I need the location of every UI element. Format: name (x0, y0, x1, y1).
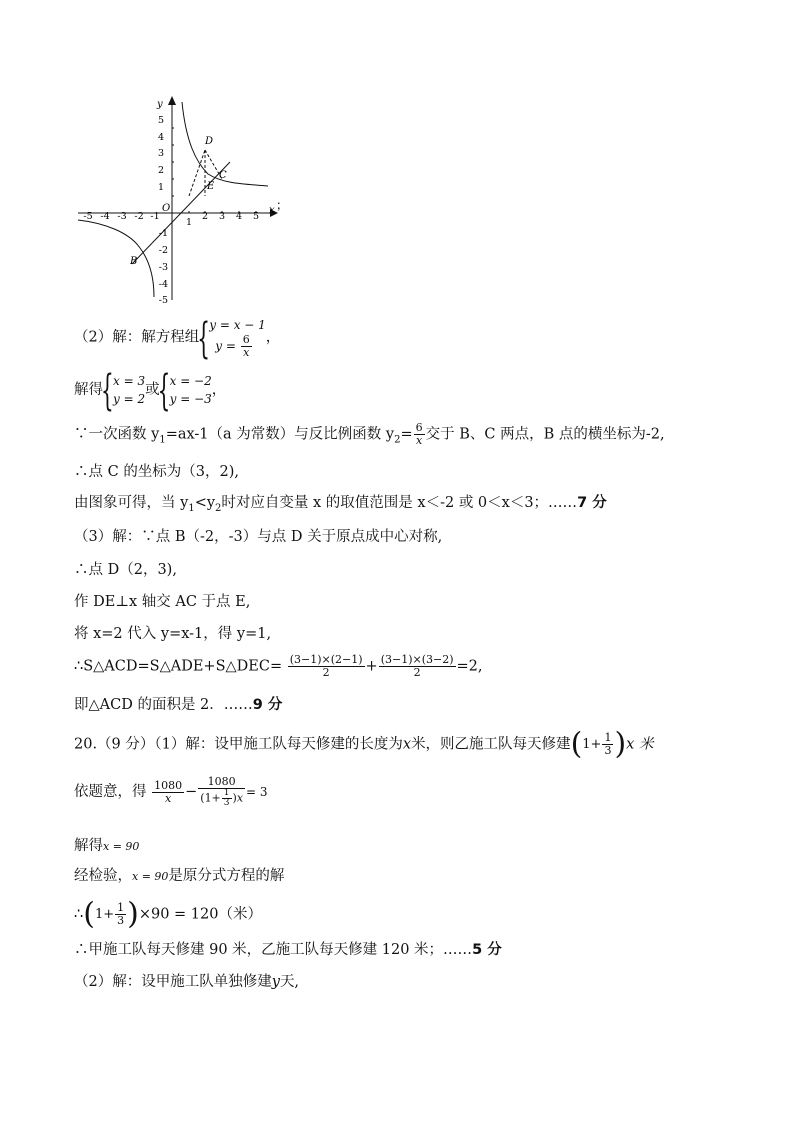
or-text: 或 (145, 382, 160, 398)
origin-label: O (162, 203, 171, 214)
part2-system-line: （2）解：解方程组 { y = x − 1 y = $\frac{6}{x}$ ， (74, 316, 280, 359)
x-tick: 3 (218, 211, 226, 222)
x-tick: 5 (252, 211, 260, 222)
solution-1: { x = 3 y = 2 (103, 372, 145, 408)
point-c-line: ∴点 C 的坐标为（3，2), (74, 464, 240, 480)
score-5: 5 分 (472, 942, 502, 958)
point-label-b: B (130, 256, 138, 267)
tick-marks (172, 128, 256, 213)
y-tick: -4 (158, 279, 168, 290)
point-label-e: E (207, 181, 215, 192)
solve-label: 解得 (74, 382, 103, 398)
part2-solution-line: 解得 { x = 3 y = 2 或 { x = −2 y = −3 ， (74, 372, 226, 408)
y-tick: -3 (158, 262, 168, 273)
area-equation-line: ∴S△ACD=S△ADE+S△DEC= $\frac{(3-1)\times(2-1)}{2}$ + $\frac{(3-1)\times(3-2)}{2}$ =2, (74, 653, 483, 679)
range-line: 由图象可得，当 $y_1<y_2$时对应自变量 x 的取值范围是 x＜-2 或 0＜x＜3；……7 分 (74, 495, 607, 514)
y-tick: -5 (158, 295, 168, 306)
x-tick-labels (83, 211, 259, 228)
x-tick: -4 (100, 211, 110, 222)
q20-equation-line: 依题意，得 $\frac{1080}{x}$ − 1080 (1+ $\frac{1}{3}$ )x = 3 (74, 775, 268, 808)
x-tick: 2 (201, 211, 209, 222)
q20-header-line: 20.（9 分）（1）解：设甲施工队每天修建的长度为x米，则乙施工队每天修建(1+ $\frac{1}{3}$ )x 米 (74, 726, 654, 762)
y-tick: 4 (157, 132, 164, 143)
x-tick: 1 (185, 217, 193, 228)
x-tick: -1 (150, 211, 160, 222)
q20-calc-line: ∴(1+ $\frac{1}{3}$ )×90 = 120（米） (74, 896, 262, 932)
axis-label-x: x (269, 205, 275, 216)
system-eq1: { y = x − 1 (209, 318, 266, 332)
part3-line-1: （3）解：∵点 B（-2，-3）与点 D 关于原点成中心对称, (74, 529, 443, 545)
area-result-line: 即△ACD 的面积是 2．……9 分 (74, 697, 283, 713)
dashed-ad (189, 150, 205, 196)
q20-check-line: 经检验，x = 90是原分式方程的解 (74, 868, 285, 884)
part3-line-2: ∴点 D（2，3), (74, 562, 177, 578)
part2-intro: （2）解：解方程组 (74, 329, 200, 346)
part3-line-4: 将 x=2 代入 y=x-1，得 y=1, (74, 626, 272, 642)
x-tick: -5 (83, 211, 93, 222)
area-fraction-2: $\frac{(3-1)\times(3-2)}{2}$ (380, 653, 454, 679)
score-9: 9 分 (252, 697, 283, 713)
q20-part2-line: （2）解：设甲施工队单独修建y天, (74, 974, 300, 990)
score-7: 7 分 (577, 495, 607, 511)
part3-line-3: 作 DE⊥x 轴交 AC 于点 E, (74, 594, 251, 610)
x-tick: -2 (134, 211, 144, 222)
x-tick: 4 (235, 211, 243, 222)
y-tick: 5 (157, 115, 164, 126)
solution-2: { x = −2 y = −3 (160, 372, 212, 408)
point-label-d: D (205, 136, 214, 147)
y-tick: -1 (158, 228, 168, 239)
y-tick: -2 (158, 245, 168, 256)
area-fraction-1: $\frac{(3-1)\times(2-1)}{2}$ (289, 653, 363, 679)
system-eq2: y = $\frac{6}{x}$ (215, 333, 250, 359)
y-tick: 1 (157, 182, 164, 193)
y-tick: 3 (157, 148, 164, 159)
figure-tail: ； (276, 198, 289, 212)
q20-solve-line: 解得x = 90 (74, 838, 140, 854)
x-tick: -3 (117, 211, 127, 222)
hyperbola-branch-3 (78, 220, 154, 297)
y-axis-arrow-icon (168, 96, 176, 105)
axis-label-y: y (157, 99, 163, 110)
equation-system (199, 316, 266, 359)
coordinate-figure (74, 92, 294, 307)
eq-fraction-1: $\frac{1080}{x}$ (154, 778, 183, 805)
q20-result-line: ∴甲施工队每天修建 90 米，乙施工队每天修建 120 米；……5 分 (74, 942, 502, 958)
because-line: ∵一次函数 $y_1=ax-1(a$ 为常数）与反比例函数 $y_2=$ $\frac{6}{x}$ 交于 B、C 两点，B 点的横坐标为-2, (74, 421, 665, 447)
eq-fraction-2: 1080 (1+ $\frac{1}{3}$ )x (200, 775, 244, 808)
y-tick: 2 (157, 165, 164, 176)
point-label-c: C (219, 170, 227, 181)
